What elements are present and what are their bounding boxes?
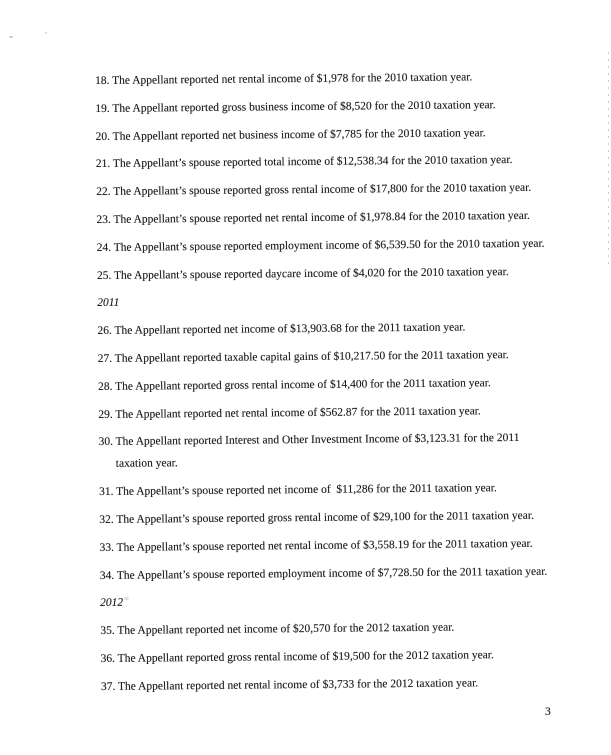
list-item-30 — [98, 427, 576, 476]
item-number: 31. — [98, 485, 114, 499]
item-text: The Appellant’s spouse reported employment income of $6,539.50 for the 2010 taxation year. — [113, 237, 545, 254]
year-heading-2011: 2011 — [97, 297, 120, 310]
item-number: 29. — [98, 408, 113, 421]
list-item-21 — [96, 149, 574, 176]
list-item-20 — [96, 121, 574, 148]
list-item-19 — [95, 93, 573, 120]
item-text: The Appellant reported gross business income of $8,520 for the 2010 taxation year. — [112, 98, 496, 115]
item-text: The Appellant’s spouse reported gross rental income of $29,100 for the 2011 taxation year. — [116, 509, 534, 526]
item-text: The Appellant’s spouse reported total income of $12,538.34 for the 2010 taxation year. — [112, 154, 513, 171]
item-number: 32. — [99, 513, 114, 526]
item-text: The Appellant’s spouse reported employment income of $7,728.50 for the 2011 taxation year. — [116, 565, 548, 582]
item-text: The Appellant’s spouse reported net income of $11,286 for the 2011 taxation year. — [115, 482, 497, 498]
item-number: 36. — [100, 652, 116, 665]
item-number: 26. — [97, 325, 112, 338]
item-number: 25. — [96, 269, 112, 282]
item-number: 23. — [96, 213, 111, 226]
list-item-33 — [99, 532, 577, 559]
item-text: The Appellant’s spouse reported daycare income of $4,020 for the 2010 taxation year. — [113, 265, 509, 282]
list-item-29 — [98, 399, 576, 426]
document-body — [95, 65, 579, 703]
list-item-27 — [98, 343, 576, 370]
item-number: 28. — [97, 380, 113, 393]
list-item-22 — [96, 177, 574, 204]
item-number: 21. — [95, 158, 111, 171]
item-text: The Appellant reported net business income of $7,785 for the 2010 taxation year. — [112, 126, 486, 143]
scan-speck — [45, 32, 47, 34]
scan-edge-artifact — [608, 52, 609, 267]
item-text: The Appellant reported net income of $13,903.68 for the 2011 taxation year. — [114, 321, 466, 337]
item-number: 30. — [98, 436, 114, 449]
item-text: The Appellant reported gross rental income of $19,500 for the 2012 taxation year. — [117, 649, 494, 665]
item-number: 33. — [99, 541, 115, 554]
list-item-36 — [101, 643, 579, 670]
item-number: 18. — [95, 74, 110, 87]
item-number: 35. — [100, 624, 115, 638]
list-item-26 — [97, 316, 575, 343]
item-number: 27. — [97, 352, 113, 365]
item-text: The Appellant reported gross rental income of $14,400 for the 2011 taxation year. — [114, 376, 491, 393]
page-number: 3 — [545, 706, 551, 718]
item-number: 34. — [99, 569, 115, 582]
item-text: The Appellant’s spouse reported net rental income of $3,558.19 for the 2011 taxation year. — [116, 537, 533, 554]
item-text: The Appellant reported net rental income of $562.87 for the 2011 taxation year. — [115, 404, 481, 421]
list-item-23 — [96, 204, 574, 231]
list-item-31 — [99, 477, 577, 504]
list-item-32 — [99, 504, 577, 531]
year-heading-2012: 2012 — [100, 597, 124, 610]
list-item-25 — [97, 260, 575, 287]
item-text: The Appellant’s spouse reported gross rental income of $17,800 for the 2010 taxation year. — [113, 182, 532, 199]
scan-speck — [9, 36, 13, 38]
list-item-37 — [101, 671, 579, 698]
list-item-28 — [98, 371, 576, 398]
item-text: The Appellant reported taxable capital gains of $10,217.50 for the 2011 taxation year. — [114, 349, 509, 365]
item-text: The Appellant reported net income of $20,570 for the 2012 taxation year. — [117, 621, 455, 637]
item-text: The Appellant’s spouse reported net rental income of $1,978.84 for the 2010 taxation year. — [113, 209, 530, 226]
list-item-34 — [100, 560, 578, 587]
list-item-18 — [95, 65, 573, 92]
item-text: The Appellant reported net rental income of $3,733 for the 2012 taxation year. — [117, 677, 479, 693]
item-number: 37. — [100, 680, 116, 693]
item-text: The Appellant reported Interest and Other Investment Income of $3,123.31 for the 2011 taxation year. — [115, 432, 520, 471]
item-number: 22. — [96, 186, 111, 199]
list-item-24 — [97, 232, 575, 259]
item-text: The Appellant reported net rental income of $1,978 for the 2010 taxation year. — [112, 71, 473, 87]
item-number: 24. — [96, 241, 112, 254]
item-number: 20. — [95, 130, 111, 143]
list-item-35 — [100, 616, 578, 643]
item-number: 19. — [95, 102, 110, 115]
